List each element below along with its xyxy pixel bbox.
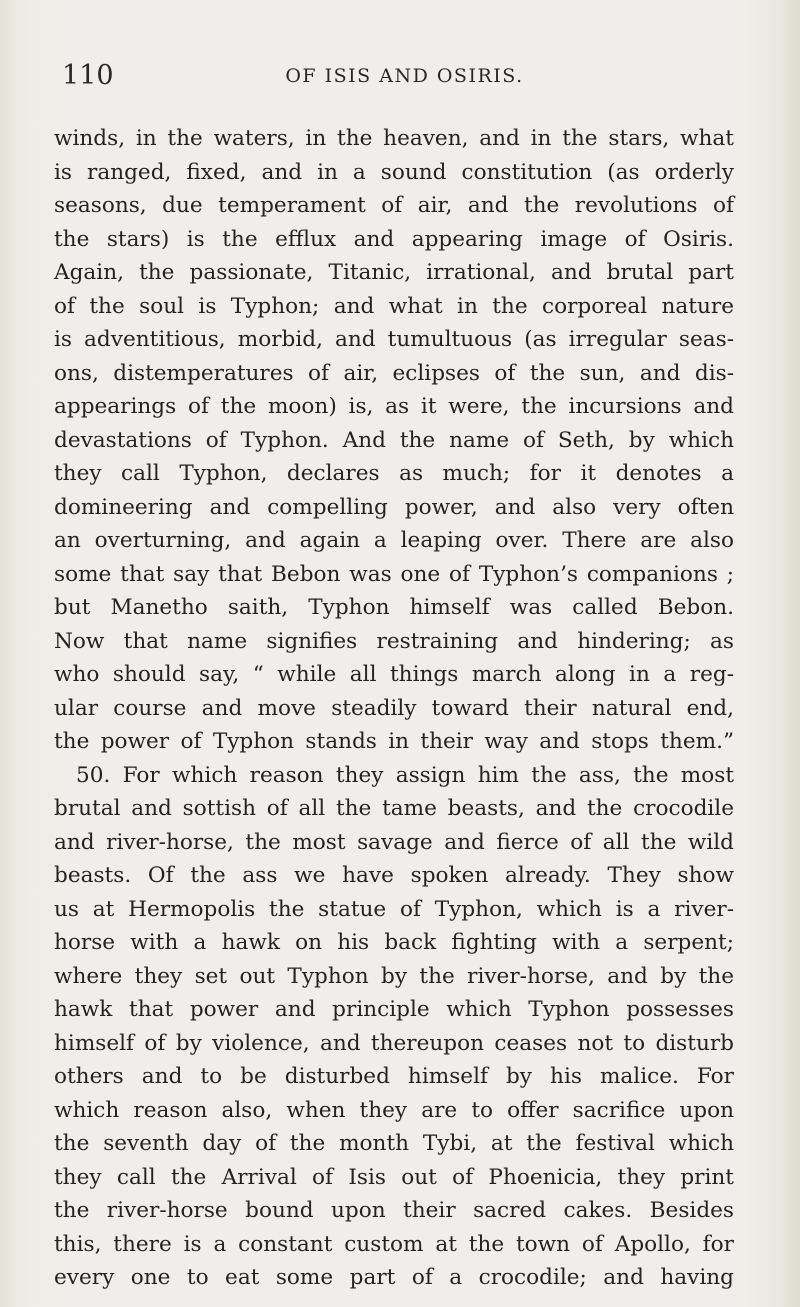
text-line: the river-horse bound upon their sacred cakes. Besides (54, 1198, 734, 1223)
running-head: OF ISIS AND OSIRIS. (285, 65, 524, 87)
text-line: who should say, “ while all things march along in a reg- (54, 662, 734, 687)
text-line: seasons, due temperament of air, and the revolutions of (54, 193, 734, 218)
text-line: 50. For which reason they assign him the ass, the most (76, 762, 734, 788)
page-number: 110 (62, 60, 114, 91)
text-line: appearings of the moon) is, as it were, the incursions and (54, 394, 734, 419)
text-line: they call Typhon, declares as much; for it denotes a (54, 461, 734, 486)
text-line: is adventitious, morbid, and tumultuous (as irregular seas- (54, 327, 734, 352)
text-line: ons, distemperatures of air, eclipses of the sun, and dis- (54, 360, 734, 386)
page-header (62, 60, 727, 96)
text-line: beasts. Of the ass we have spoken already. They show (54, 863, 734, 888)
text-line: Now that name signifies restraining and hindering; as (54, 628, 734, 654)
text-line: the seventh day of the month Tybi, at the festival which (54, 1131, 734, 1156)
text-line: and river-horse, the most savage and fierce of all the wild (54, 829, 734, 855)
text-line: horse with a hawk on his back fighting with a serpent; (54, 930, 734, 955)
text-line: but Manetho saith, Typhon himself was called Bebon. (54, 595, 734, 620)
text-line: devastations of Typhon. And the name of Seth, by which (54, 427, 734, 453)
text-line: of the soul is Typhon; and what in the corporeal nature (54, 293, 734, 319)
text-line: ular course and move steadily toward their natural end, (54, 695, 734, 721)
text-line: which reason also, when they are to offer sacrifice upon (54, 1097, 734, 1123)
text-line: the power of Typhon stands in their way and stops them.” (54, 729, 734, 754)
text-line: the stars) is the efflux and appearing image of Osiris. (54, 226, 734, 252)
text-line: where they set out Typhon by the river-horse, and by the (54, 963, 734, 989)
text-line: hawk that power and principle which Typhon possesses (54, 997, 734, 1022)
text-line: they call the Arrival of Isis out of Phoenicia, they print (54, 1164, 734, 1190)
text-line: domineering and compelling power, and also very often (54, 494, 734, 520)
text-line: is ranged, fixed, and in a sound constitution (as orderly (54, 159, 734, 185)
text-line: every one to eat some part of a crocodile; and having (54, 1265, 734, 1290)
text-line: himself of by violence, and thereupon ceases not to disturb (54, 1030, 734, 1056)
text-line: others and to be disturbed himself by his malice. For (54, 1064, 734, 1089)
text-line: some that say that Bebon was one of Typhon’s companions ; (54, 561, 734, 587)
text-line: this, there is a constant custom at the town of Apollo, for (54, 1231, 734, 1257)
body-text (54, 122, 734, 1295)
text-line: winds, in the waters, in the heaven, and in the stars, what (54, 126, 734, 151)
text-line: us at Hermopolis the statue of Typhon, which is a river- (54, 896, 734, 922)
text-line: brutal and sottish of all the tame beasts, and the crocodile (54, 796, 734, 821)
text-line: Again, the passionate, Titanic, irrational, and brutal part (54, 260, 734, 285)
text-line: an overturning, and again a leaping over. There are also (54, 528, 734, 553)
